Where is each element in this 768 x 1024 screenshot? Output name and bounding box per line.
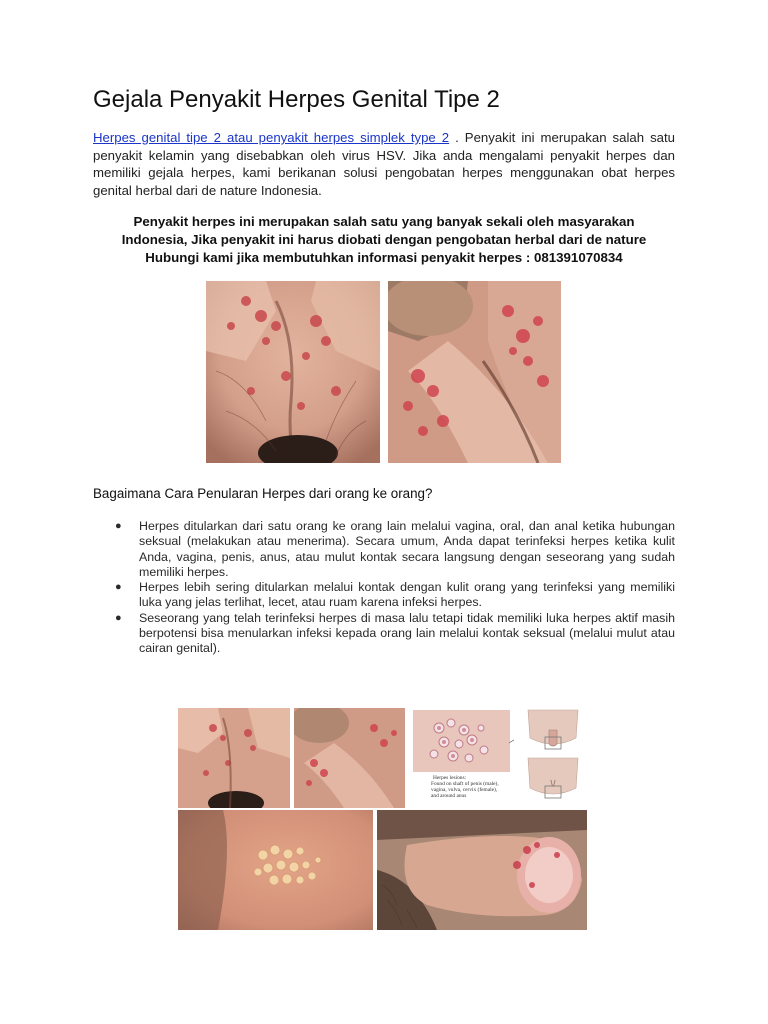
intro-text: . Penyakit ini merupakan salah satu penyakit kelamin yang disebabkan oleh virus HSV. Jika anda mengalami penyakit herpes dan memiliki gejala herpes, kami berikanan solusi pengobatan herpes menggunakan obat herpes genital herbal dari de nature Indonesia.: [93, 130, 675, 198]
highlight-line: Indonesia, Jika penyakit ini harus diobati dengan pengobatan herbal dari de nature: [121, 232, 647, 247]
herpes-photo-5: [178, 810, 373, 930]
herpes-photo-6: [377, 810, 587, 930]
diagram-caption-line: Herpes lesions:: [433, 775, 467, 781]
diagram-caption-line: Found on shaft of penis (male),: [431, 781, 499, 787]
section-heading: Bagaimana Cara Penularan Herpes dari orang ke orang?: [93, 486, 433, 501]
diagram-caption-line: vagina, vulva, cervix (female),: [431, 787, 498, 793]
page-title: Gejala Penyakit Herpes Genital Tipe 2: [93, 86, 500, 113]
intro-paragraph: [93, 129, 675, 199]
list-item: [93, 611, 675, 657]
bullet-text: Seseorang yang telah terinfeksi herpes di masa lalu tetapi tidak memiliki luka herpes aktif masih berpotensi bisa menularkan infeksi kepada orang lain melalui kontak seksual (melalui mulut atau cairan genital).: [139, 610, 675, 656]
herpes-photo-3: [178, 708, 290, 808]
herpes-diagram-closeup: [409, 708, 514, 808]
diagram-caption-line: and around anus: [431, 793, 467, 799]
herpes-photo-1: [206, 281, 380, 463]
highlight-line: Hubungi kami jika membutuhkan informasi penyakit herpes : 081391070834: [145, 250, 623, 265]
list-item: [93, 580, 675, 611]
herpes-photo-2: [388, 281, 561, 463]
highlight-line: Penyakit herpes ini merupakan salah satu yang banyak sekali oleh masyarakan: [133, 214, 635, 229]
bullet-list: [93, 519, 675, 657]
anatomy-diagram: [518, 708, 588, 808]
herpes-photo-4: [294, 708, 405, 808]
bullet-icon: ●: [115, 611, 122, 624]
bullet-icon: ●: [115, 520, 122, 532]
bullet-icon: ●: [115, 581, 122, 594]
list-item: [93, 519, 675, 580]
intro-link[interactable]: Herpes genital tipe 2 atau penyakit herpes simplek type 2: [93, 130, 450, 145]
bullet-text: Herpes lebih sering ditularkan melalui kontak dengan kulit orang yang terinfeksi yang memiliki luka yang jelas terlihat, lecet, atau ruam karena infeksi herpes.: [139, 580, 675, 610]
highlight-block: [93, 213, 675, 267]
bullet-text: Herpes ditularkan dari satu orang ke orang lain melalui vagina, oral, dan anal ketika hubungan seksual (melakukan atau menerima). Secara umum, Anda dapat terinfeksi herpes ketika kulit Anda, vagina, penis, anus, atau mulut kontak secara langsung dengan seseorang yang sudah memiliki herpes.: [139, 519, 675, 579]
